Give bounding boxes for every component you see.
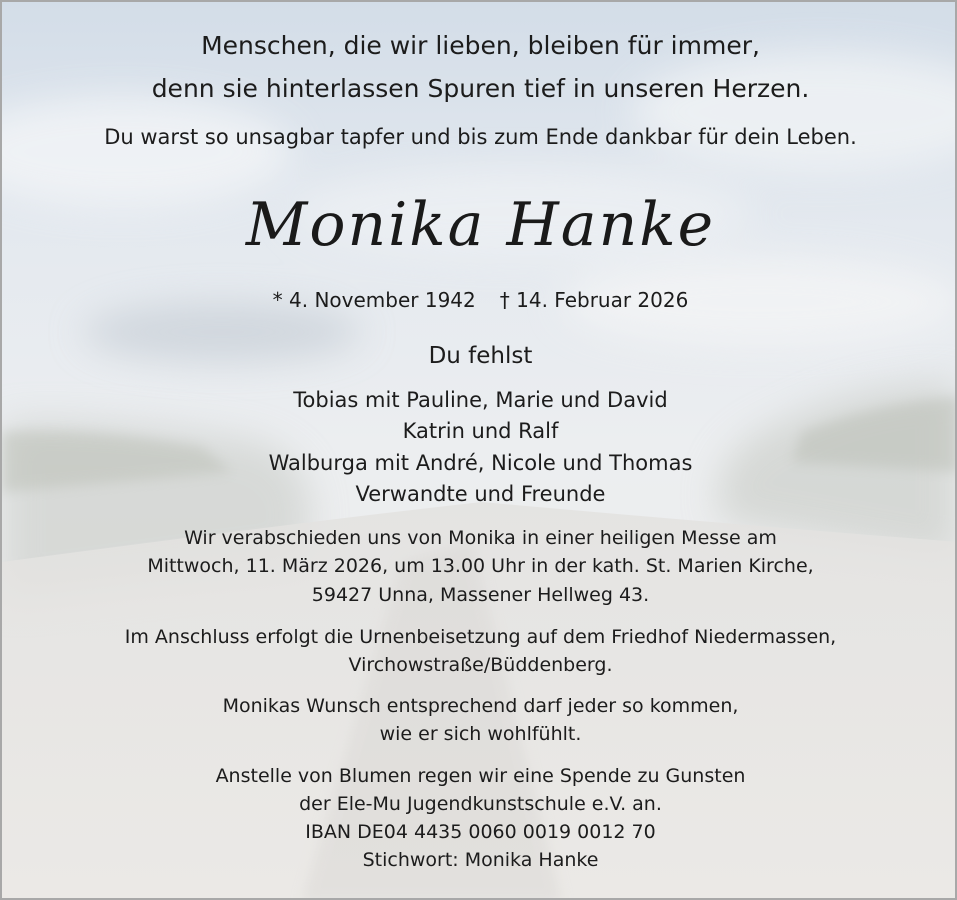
family-line-2: Katrin und Ralf <box>402 419 559 443</box>
service-line-3: 59427 Unna, Massener Hellweg 43. <box>311 584 650 606</box>
deceased-name: Monika Hanke <box>245 190 716 260</box>
life-dates <box>2 288 957 312</box>
closing-phrase: Du fehlst <box>428 343 533 369</box>
family-line-4: Verwandte und Freunde <box>355 482 606 506</box>
donation-keyword: Stichwort: Monika Hanke <box>362 849 599 871</box>
death-date: † 14. Februar 2026 <box>499 288 689 312</box>
service-line-1: Wir verabschieden uns von Monika in einer heiligen Messe am <box>184 527 777 549</box>
quote-line-1: Menschen, die wir lieben, bleiben für immer, <box>201 31 760 60</box>
burial-line-1: Im Anschluss erfolgt die Urnenbeisetzung auf dem Friedhof Niedermassen, <box>124 626 837 648</box>
dress-line-2: wie er sich wohlfühlt. <box>379 723 582 745</box>
family-line-3: Walburga mit André, Nicole und Thomas <box>268 451 693 475</box>
family-line-1: Tobias mit Pauline, Marie und David <box>293 388 668 412</box>
donation-line-1: Anstelle von Blumen regen wir eine Spende zu Gunsten <box>215 765 746 787</box>
burial-line-2: Virchowstraße/Büddenberg. <box>348 654 613 676</box>
donation-iban: IBAN DE04 4435 0060 0019 0012 70 <box>305 821 656 843</box>
quote-line-2: denn sie hinterlassen Spuren tief in unseren Herzen. <box>151 74 810 103</box>
birth-date: * 4. November 1942 <box>272 288 476 312</box>
intro-text: Du warst so unsagbar tapfer und bis zum Ende dankbar für dein Leben. <box>104 125 857 149</box>
dress-line-1: Monikas Wunsch entsprechend darf jeder so kommen, <box>222 695 739 717</box>
service-line-2: Mittwoch, 11. März 2026, um 13.00 Uhr in der kath. St. Marien Kirche, <box>147 555 814 577</box>
donation-line-2: der Ele-Mu Jugendkunstschule e.V. an. <box>299 793 662 815</box>
